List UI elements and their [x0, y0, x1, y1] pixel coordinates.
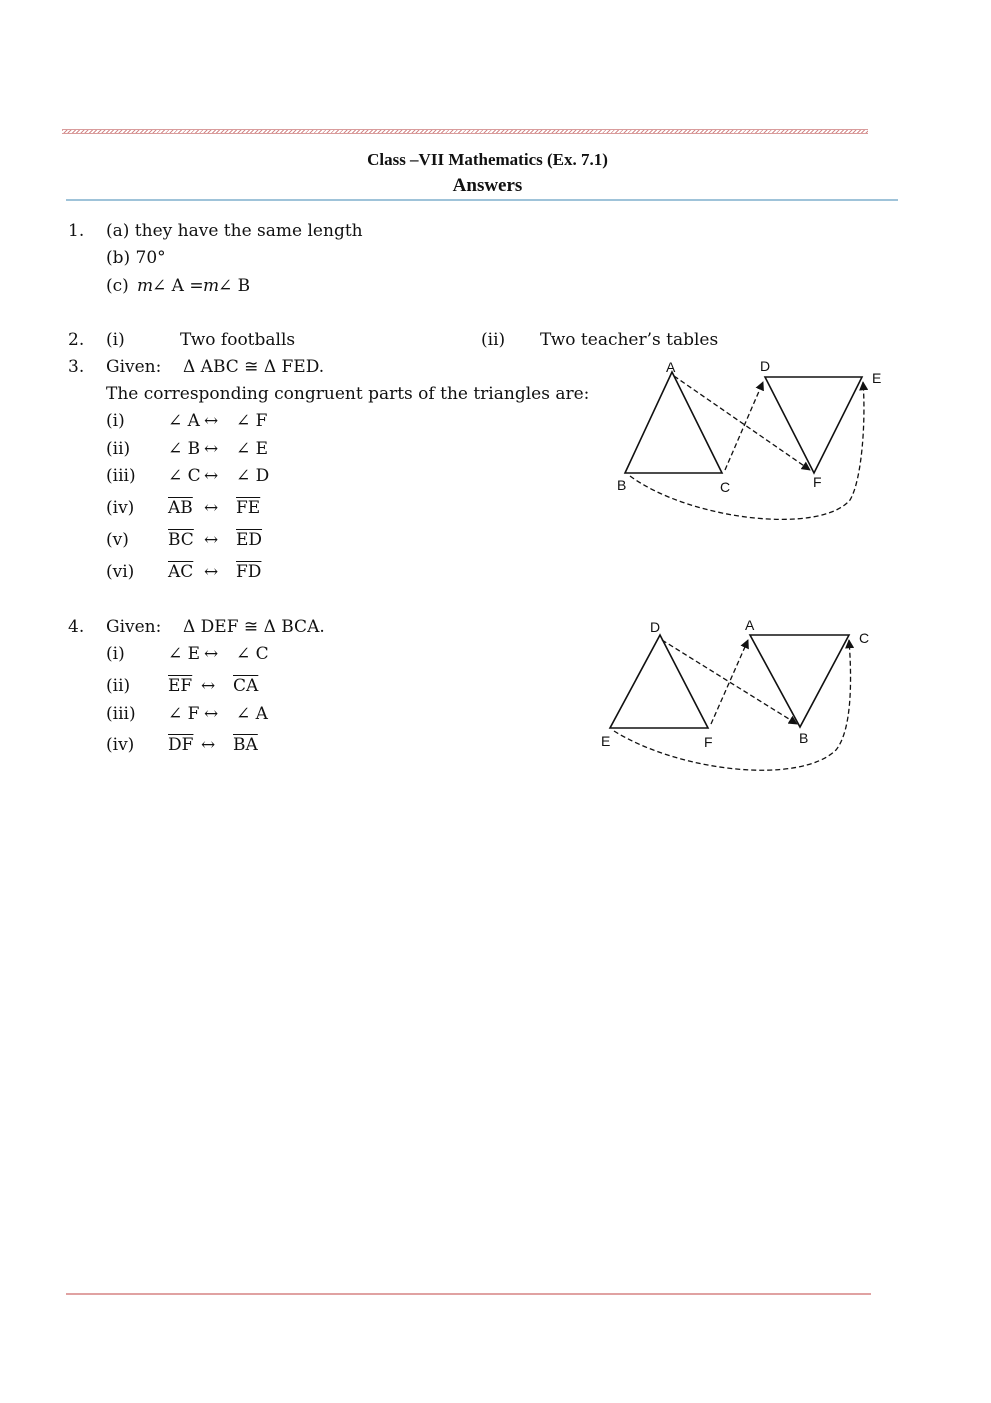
row-label: (v) — [106, 530, 129, 550]
row-left: $\overline{DF}$ — [168, 735, 194, 755]
vertex-label-f: F — [813, 474, 822, 490]
vertex-label-d: D — [650, 619, 661, 635]
row-right: $\overline{FE}$ — [236, 498, 261, 518]
page-subtitle: Answers — [452, 175, 523, 196]
row-right: ∠ F — [236, 411, 268, 431]
correspondence-arrow: ↔ — [204, 411, 219, 431]
vertex-label-f: F — [704, 734, 713, 750]
correspondence-intro: The corresponding congruent parts of the triangles are: — [106, 384, 590, 404]
row-left: $\overline{EF}$ — [168, 676, 193, 696]
answer-2ii-label: (ii) — [481, 330, 506, 350]
question-number: 2. — [68, 330, 85, 350]
row-label: (ii) — [106, 439, 131, 459]
row-left: ∠ F — [168, 704, 200, 724]
row-left: ∠ E — [168, 644, 201, 664]
row-left: $\overline{AB}$ — [168, 498, 193, 518]
vertex-label-d: D — [760, 358, 771, 374]
correspondence-arrow: ↔ — [204, 466, 219, 486]
answer-1c-label: (c) — [106, 276, 129, 296]
row-left: $\overline{AC}$ — [168, 562, 194, 582]
triangle-bca — [750, 635, 849, 727]
answer-2i-label: (i) — [106, 330, 125, 350]
row-label: (i) — [106, 644, 125, 664]
vertex-label-c: C — [859, 630, 870, 646]
row-label: (ii) — [106, 676, 131, 696]
row-right: $\overline{CA}$ — [233, 676, 259, 696]
row-left: ∠ B — [168, 439, 201, 459]
question-number: 4. — [68, 617, 85, 637]
angle-a-text: ∠ A = — [152, 276, 204, 296]
angle-b-text: ∠ B — [218, 276, 251, 296]
triangle-fed — [765, 377, 862, 473]
row-left: ∠ C — [168, 466, 201, 486]
correspondence-arrow: ↔ — [204, 439, 219, 459]
correspondence-arrow: ↔ — [204, 498, 219, 518]
triangle-figure-q3 — [600, 350, 900, 540]
correspondence-arrow: ↔ — [204, 562, 219, 582]
answer-1b: (b) 70° — [106, 248, 166, 268]
correspondence-arrow-d-b — [662, 640, 797, 724]
vertex-label-b: B — [617, 477, 627, 493]
triangle-def — [610, 635, 708, 728]
given-statement: Δ DEF ≅ Δ BCA. — [183, 617, 325, 637]
row-right: ∠ A — [236, 704, 268, 724]
question-number: 1. — [68, 221, 85, 241]
correspondence-arrow-c-d — [725, 382, 763, 470]
correspondence-arrow: ↔ — [204, 704, 219, 724]
row-label: (iii) — [106, 704, 136, 724]
vertex-label-a: A — [666, 359, 676, 375]
answer-1a: (a) they have the same length — [106, 221, 363, 241]
vertex-label-a: A — [745, 617, 755, 633]
row-right: $\overline{BA}$ — [233, 735, 258, 755]
row-right: ∠ C — [236, 644, 269, 664]
correspondence-arrow: ↔ — [201, 735, 216, 755]
given-statement: Δ ABC ≅ Δ FED. — [183, 357, 325, 377]
row-left: $\overline{BC}$ — [168, 530, 194, 550]
m-symbol: m — [203, 276, 220, 296]
row-right: $\overline{ED}$ — [236, 530, 263, 550]
vertex-label-e: E — [872, 370, 882, 386]
row-label: (i) — [106, 411, 125, 431]
answer-2ii-text: Two teacher’s tables — [540, 330, 719, 350]
row-right: ∠ D — [236, 466, 270, 486]
header-divider — [66, 199, 898, 201]
correspondence-arrow: ↔ — [201, 676, 216, 696]
correspondence-arrow: ↔ — [204, 530, 219, 550]
row-label: (iv) — [106, 498, 135, 518]
correspondence-arrow-e-c — [614, 640, 851, 770]
top-decorative-rule — [62, 129, 868, 134]
correspondence-arrow-f-a — [711, 640, 748, 724]
correspondence-arrow-a-f — [674, 376, 810, 470]
answer-2i-text: Two footballs — [180, 330, 296, 350]
vertex-label-b: B — [799, 730, 809, 746]
correspondence-arrow-b-e — [630, 382, 864, 519]
triangle-abc — [625, 372, 722, 473]
row-label: (iii) — [106, 466, 136, 486]
given-label: Given: — [106, 617, 162, 637]
page-title: Class –VII Mathematics (Ex. 7.1) — [367, 150, 608, 169]
footer-divider — [66, 1293, 871, 1295]
m-symbol: m — [137, 276, 154, 296]
row-right: $\overline{FD}$ — [236, 562, 262, 582]
triangle-figure-q4 — [590, 610, 890, 785]
row-right: ∠ E — [236, 439, 269, 459]
given-label: Given: — [106, 357, 162, 377]
row-label: (iv) — [106, 735, 135, 755]
question-number: 3. — [68, 357, 85, 377]
row-left: ∠ A — [168, 411, 200, 431]
vertex-label-e: E — [601, 733, 611, 749]
correspondence-arrow: ↔ — [204, 644, 219, 664]
row-label: (vi) — [106, 562, 135, 582]
vertex-label-c: C — [720, 479, 731, 495]
